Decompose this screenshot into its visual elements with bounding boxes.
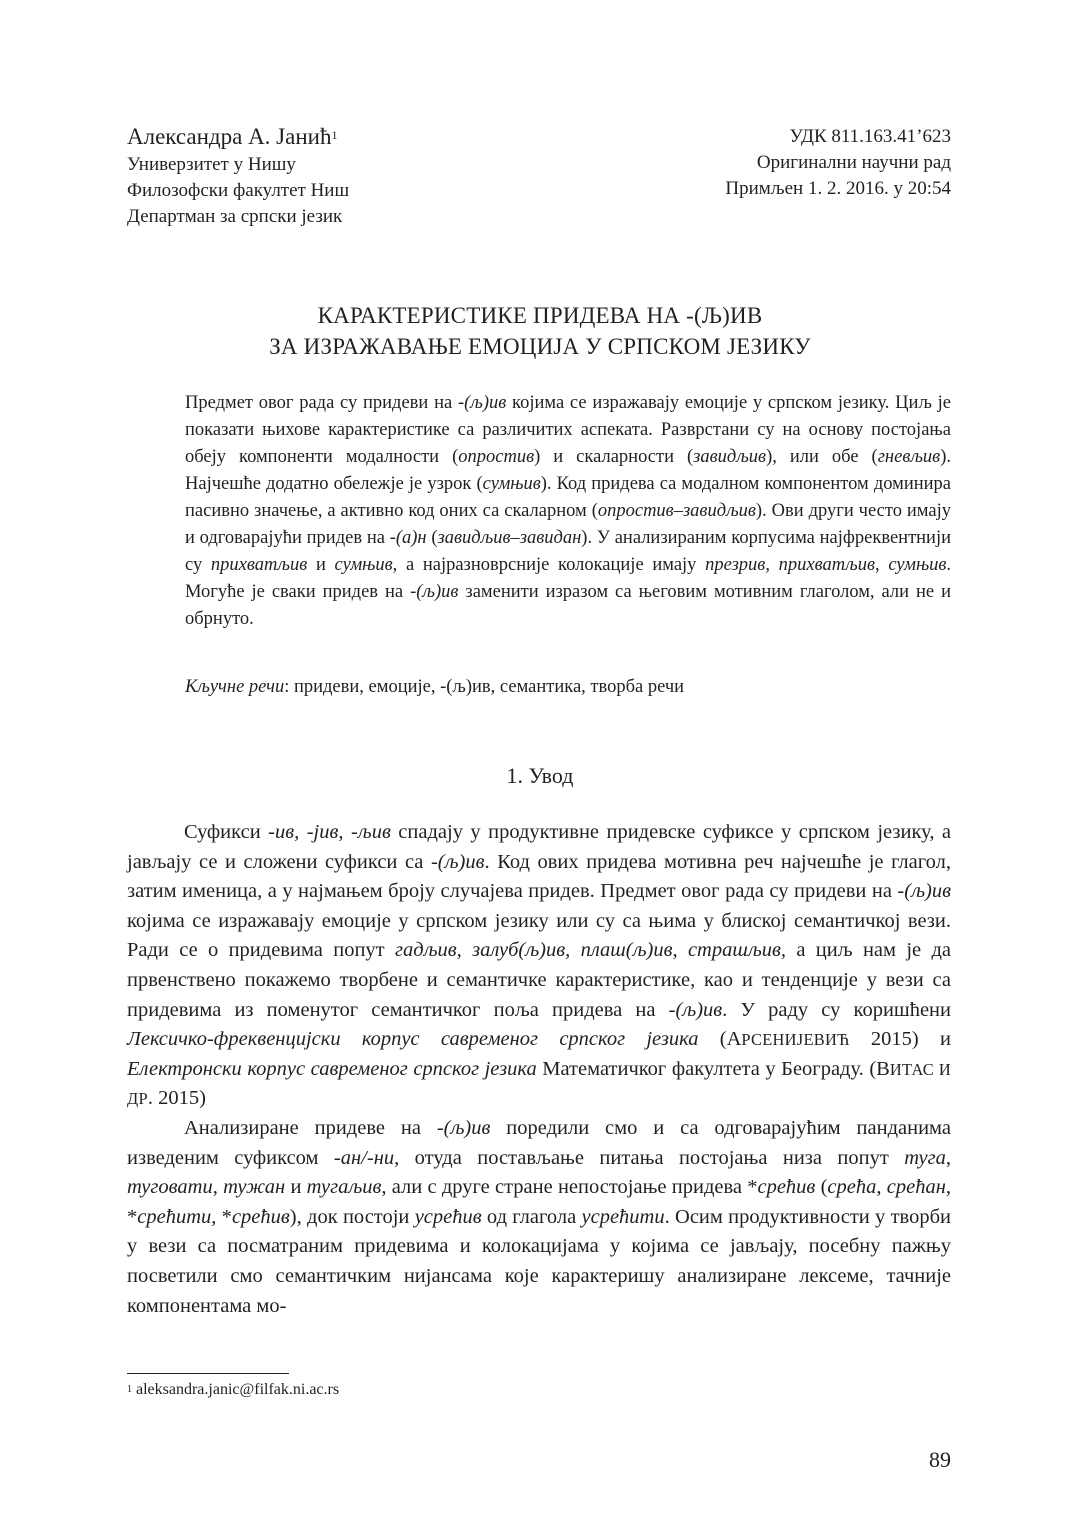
text-run: . Осим продуктивности у творби у вези са посматраним придевима и колокацијама у којима се јављају, посебну пажњу посветили смо семантичким нијансама које карактеришу анализиране лексеме, тачније компонентама мо- [127,1205,951,1317]
text-run: од глагола [481,1205,582,1228]
udk-code: УДК 811.163.41’623 [789,126,951,147]
text-run: ). Код придева са модалном компонентом доминира пасивно значење, а активно код оних са скаларном ( [185,474,951,521]
italic-term: Лексичко-фреквенцијски корпус савременог српског језика [127,1028,699,1051]
title-line-1: КАРАКТЕРИСТИКЕ ПРИДЕВА НА -(Љ)ИВ [317,303,763,328]
italic-term: срећити, [137,1205,217,1228]
article-title [0,300,1080,362]
text-run: Предмет овог рада су придеви на - [185,393,465,413]
italic-term: сумњив [482,474,541,494]
text-run: ), док постоји [289,1205,415,1228]
italic-term: (љ)ив [416,582,459,602]
footnote-divider [127,1373,289,1374]
italic-term: (љ)ив [464,393,507,413]
text-run: , али с друге стране непостојање придева * [381,1176,758,1199]
keywords [185,674,951,701]
italic-term: ан/-ни [340,1146,395,1169]
italic-term: завидљив–завидан [437,528,582,548]
text-run: Суфикси [184,821,269,843]
text-run: , [212,1176,224,1199]
italic-term: прихватљив [778,555,875,575]
italic-term: (љ)ив [437,850,485,873]
text-run: заменити изразом са његовим мотивним глаголом, али не и обрнуто. [185,582,951,629]
text-run: ). Ови други често имају и одговарајући придев на - [185,501,951,548]
affiliation-university: Универзитет у Нишу [127,154,296,175]
italic-term: (љ)ив [675,998,723,1021]
text-run: Анализиране придеве на - [184,1116,444,1139]
author-footnote-marker: 1 [331,128,338,142]
text-run: ). У анализираним корпусима најфреквентнији су [185,528,951,575]
italic-term: тугаљив [306,1176,382,1199]
text-run: ( [815,1176,828,1199]
section-heading: 1. Увод [506,763,574,788]
abstract [185,390,951,633]
text-run: ) и скаларности ( [534,447,694,467]
text-run: , [945,1146,951,1169]
italic-term: -ив, -јив, -љив [268,821,391,843]
text-run: . Код ових придева мотивна реч најчешће је глагол, затим именица, а у најмањем броју случајева придев. Предмет овог рада су придеви на - [127,850,951,903]
text-run: и [285,1176,307,1199]
body-paragraph [127,818,951,1114]
italic-term: срећив [231,1205,290,1228]
text-run: . 2015) [147,1087,206,1110]
author-block [127,122,349,230]
italic-term: усрећив [414,1205,482,1228]
italic-term: прихватљив [210,555,308,575]
abstract-text [185,390,951,633]
text-run: , [765,555,779,575]
text-run: ( [426,528,438,548]
text-run: поредили смо и са одговарајућим панданима изведеним суфиксом - [127,1116,951,1169]
text-run: , [875,555,889,575]
text-run: и [307,555,335,575]
paper-type: Оригинални научни рад [756,152,951,173]
italic-term: срећив [757,1176,816,1199]
text-run: којима се изражавају емоције у српском језику или су са њима у блиској семантичкој вези. Ради се о придевима попут [127,909,951,962]
italic-term: усрећити [581,1205,665,1228]
footnote-email: aleksandra.janic@filfak.ni.ac.rs [136,1381,340,1398]
italic-term: гневљив [877,447,941,467]
italic-term: тужан [223,1176,286,1199]
small-caps-text: ИТАС И ДР [127,1059,951,1109]
text-run: ). Најчешће додатно обележје је узрок ( [185,447,951,494]
italic-term: туга [904,1146,946,1169]
affiliation-department: Департман за српски језик [127,206,343,227]
text-run: * [216,1205,232,1228]
footnote-marker: 1 [127,1384,132,1395]
italic-term: презрив [705,555,766,575]
italic-term: опростив–завидљив [597,501,756,521]
italic-term: Електронски корпус савременог српског језика [127,1057,537,1080]
italic-term: (а)н [395,528,427,548]
page-number: 89 [929,1447,951,1472]
keywords-label: Кључне речи [185,677,285,697]
italic-term: срећа [827,1176,877,1199]
italic-term: сумњив [334,555,393,575]
text-run: . Могуће је сваки придев на - [185,555,952,602]
paper-meta-block [725,124,951,202]
italic-term: (љ)ив [443,1116,491,1139]
body-text [127,818,951,1321]
keywords-list: : придеви, емоције, -(љ)ив, семантика, творба речи [284,677,685,697]
affiliation-faculty: Филозофски факултет Ниш [127,180,350,201]
text-run: спадају у продуктивне придевске суфиксе у српском језику, а јављају се и сложени суфикси са - [127,821,952,873]
italic-term: сумњив [888,555,947,575]
text-run: , а најразноврсније колокације имају [392,555,706,575]
italic-term: опростив [458,447,535,467]
small-caps-text: РСЕНИЈЕВИЋ [741,1030,850,1050]
italic-term: туговати [127,1176,213,1199]
body-paragraph [127,1114,951,1321]
text-run: којима се изражавају емоције у српском језику. Циљ је показати њихове карактеристике са различитих аспеката. Разврстани су на основу постојања обеју компоненти модалности ( [185,393,951,467]
text-run: (А [698,1028,742,1051]
received-date: Примљен 1. 2. 2016. у 20:54 [725,178,951,199]
text-run: Математичког факултета у Београду. (В [536,1057,890,1080]
italic-term: срећан [886,1176,946,1199]
italic-term: гадљив, залуб(љ)ив, плаш(љ)ив, страшљив, [394,939,787,962]
text-run: , [876,1176,887,1199]
italic-term: (љ)ив [904,880,951,903]
text-run: , * [127,1176,951,1228]
text-run: а циљ нам је да првенствено покажемо творбене и семантичке карактеристике, као и тенденције у вези са придевима из поменутог семантичког поља придева на - [127,939,951,1021]
text-run: 2015) и [849,1028,951,1051]
title-line-2: ЗА ИЗРАЖАВАЊЕ ЕМОЦИЈА У СРПСКОМ ЈЕЗИКУ [269,334,811,359]
footnote [127,1379,339,1401]
text-run: , отуда постављање питања постојања низа попут [394,1146,905,1169]
author-name: Александра А. Јанић$^1$ [127,124,338,149]
text-run: . У раду су коришћени [722,998,951,1021]
text-run: ), или обе ( [766,447,878,467]
italic-term: завидљив [693,447,767,467]
